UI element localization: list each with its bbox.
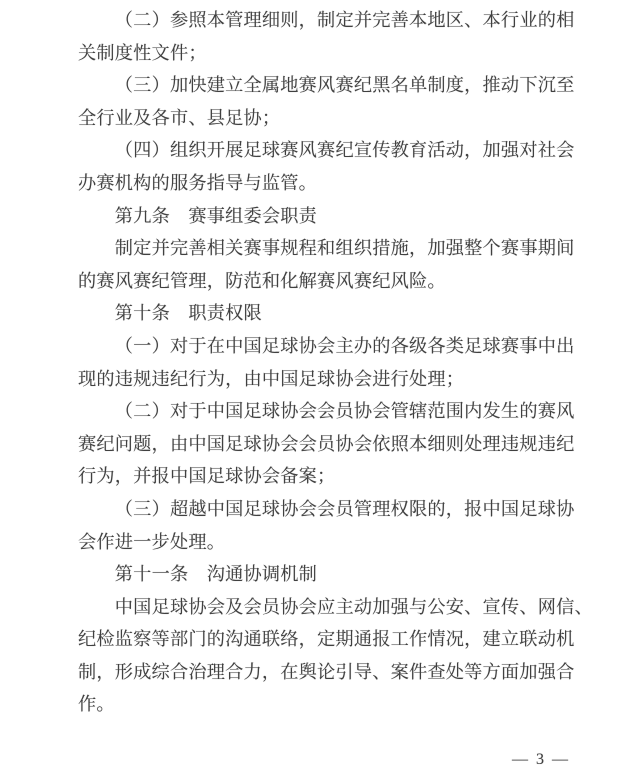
article-heading-line: 第九条 赛事组委会职责	[114, 205, 318, 226]
document-body	[78, 4, 593, 721]
text-line: 制定并完善相关赛事规程和组织措施，加强整个赛事期间	[114, 238, 575, 259]
text-line: （一）对于在中国足球协会主办的各级各类足球赛事中出	[114, 335, 575, 356]
text-line: （二）对于中国足球协会会员协会管辖范围内发生的赛风	[114, 401, 575, 422]
article-heading-line: 第十条 职责权限	[114, 303, 262, 324]
text-line: 中国足球协会及会员协会应主动加强与公安、宣传、网信、	[114, 596, 593, 617]
text-line: 关制度性文件；	[78, 42, 207, 63]
text-line: 全行业及各市、县足协；	[78, 107, 281, 128]
text-line: 会作进一步处理。	[78, 531, 226, 552]
text-line: 现的违规违纪行为，由中国足球协会进行处理；	[78, 368, 465, 389]
text-line: 赛纪问题，由中国足球协会会员协会依照本细则处理违规违纪	[78, 433, 575, 454]
text-line: 办赛机构的服务指导与监管。	[78, 172, 318, 193]
text-line: 的赛风赛纪管理，防范和化解赛风赛纪风险。	[78, 270, 446, 291]
text-line: （四）组织开展足球赛风赛纪宣传教育活动，加强对社会	[114, 140, 575, 161]
page-number: — 3 —	[512, 751, 570, 768]
text-line: 制，形成综合治理合力，在舆论引导、案件查处等方面加强合	[78, 661, 575, 682]
article-heading-line: 第十一条 沟通协调机制	[114, 564, 318, 585]
text-line: （三）超越中国足球协会会员管理权限的，报中国足球协	[114, 498, 575, 519]
text-line: （三）加快建立全属地赛风赛纪黑名单制度，推动下沉至	[114, 75, 575, 96]
text-line: （二）参照本管理细则，制定并完善本地区、本行业的相	[114, 10, 575, 30]
text-line: 行为，并报中国足球协会备案；	[78, 466, 336, 487]
text-line: 纪检监察等部门的沟通联络，定期通报工作情况，建立联动机	[78, 629, 575, 650]
text-line: 作。	[78, 694, 115, 715]
